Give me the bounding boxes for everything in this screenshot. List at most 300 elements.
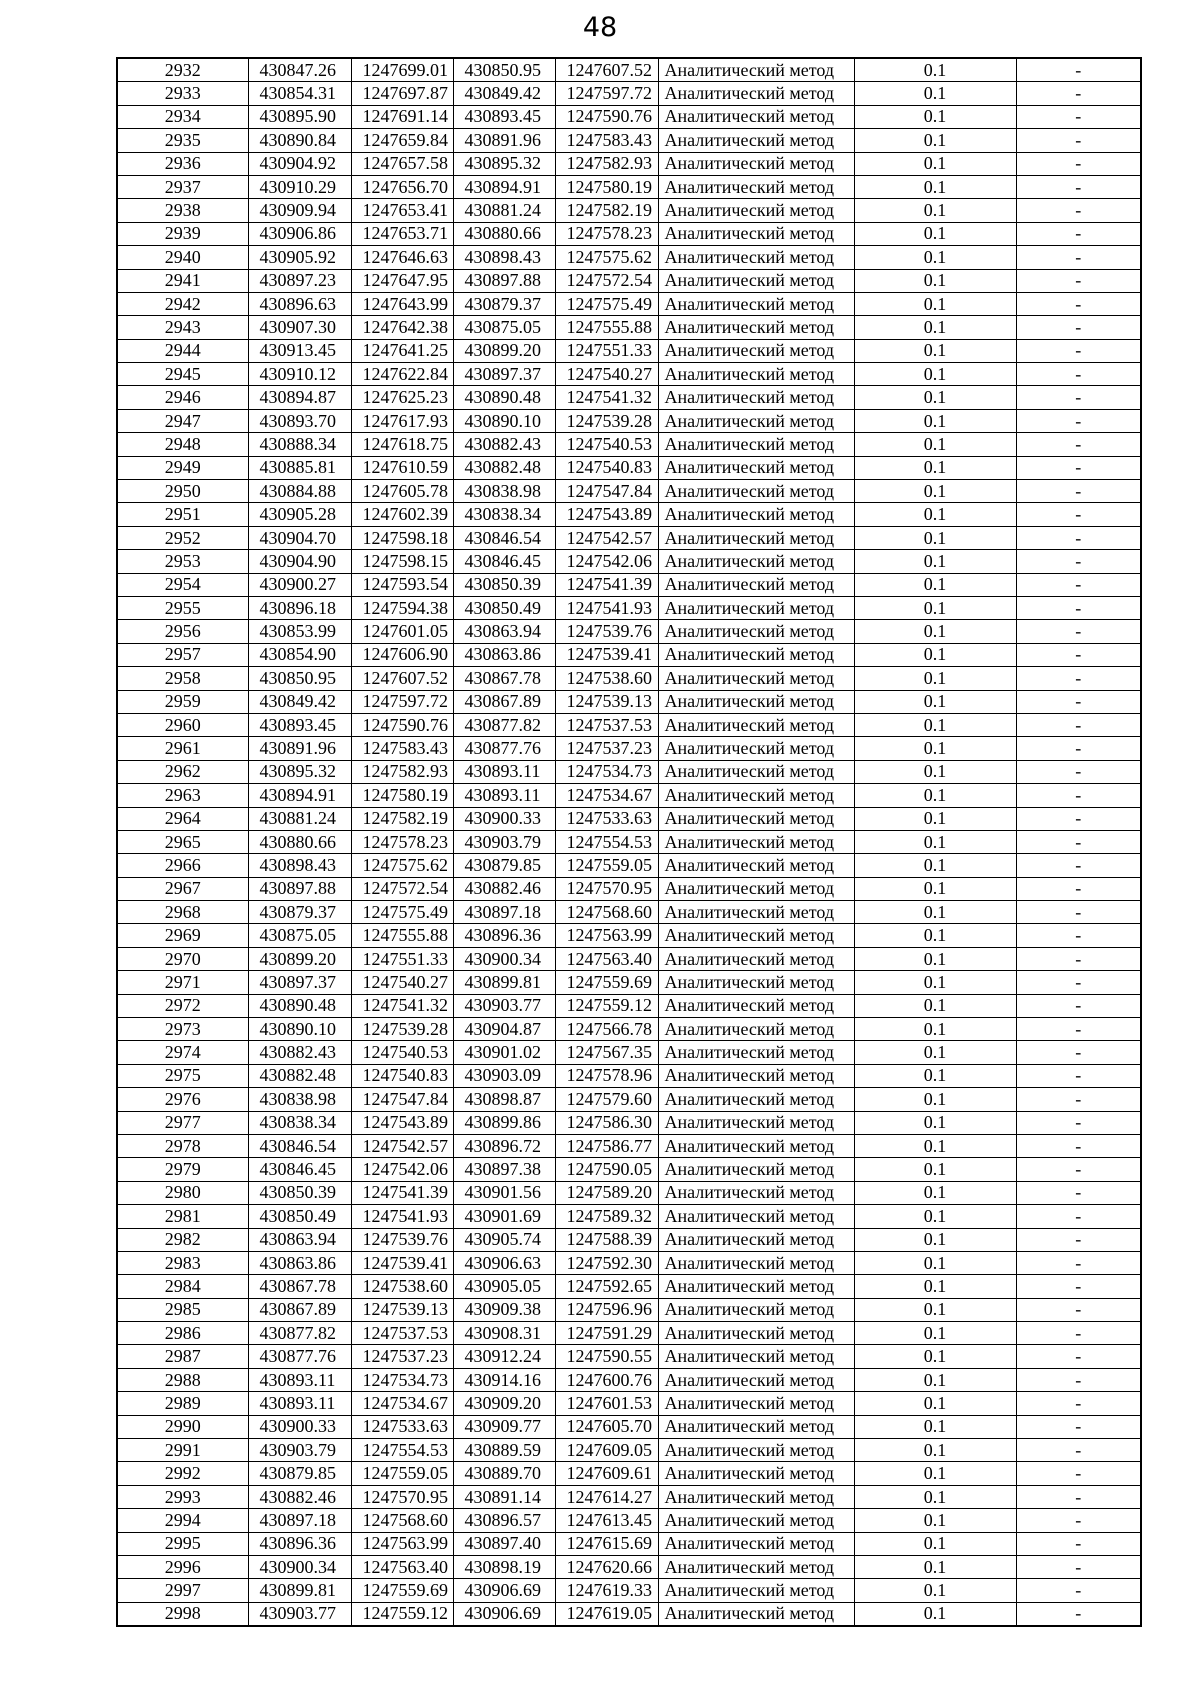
y1-cell: 1247641.25 bbox=[351, 339, 453, 362]
note-cell: - bbox=[1016, 1041, 1141, 1064]
y2-cell: 1247554.53 bbox=[555, 830, 658, 853]
accuracy-cell: 0.1 bbox=[854, 1018, 1016, 1041]
y1-cell: 1247568.60 bbox=[351, 1509, 453, 1532]
x1-cell: 430867.78 bbox=[248, 1275, 351, 1298]
y2-cell: 1247537.53 bbox=[555, 713, 658, 736]
note-cell: - bbox=[1016, 947, 1141, 970]
y2-cell: 1247538.60 bbox=[555, 667, 658, 690]
accuracy-cell: 0.1 bbox=[854, 129, 1016, 152]
x1-cell: 430853.99 bbox=[248, 620, 351, 643]
note-cell: - bbox=[1016, 854, 1141, 877]
method-cell: Аналитический метод bbox=[658, 1041, 854, 1064]
accuracy-cell: 0.1 bbox=[854, 339, 1016, 362]
y1-cell: 1247547.84 bbox=[351, 1088, 453, 1111]
y2-cell: 1247533.63 bbox=[555, 807, 658, 830]
note-cell: - bbox=[1016, 222, 1141, 245]
y1-cell: 1247575.49 bbox=[351, 901, 453, 924]
note-cell: - bbox=[1016, 924, 1141, 947]
y1-cell: 1247570.95 bbox=[351, 1485, 453, 1508]
method-cell: Аналитический метод bbox=[658, 1602, 854, 1626]
table-row bbox=[117, 199, 1141, 222]
table-row bbox=[117, 596, 1141, 619]
y1-cell: 1247602.39 bbox=[351, 503, 453, 526]
table-row bbox=[117, 526, 1141, 549]
point-number-cell: 2992 bbox=[117, 1462, 248, 1485]
y1-cell: 1247534.73 bbox=[351, 1368, 453, 1391]
note-cell: - bbox=[1016, 105, 1141, 128]
x1-cell: 430910.12 bbox=[248, 363, 351, 386]
accuracy-cell: 0.1 bbox=[854, 82, 1016, 105]
accuracy-cell: 0.1 bbox=[854, 667, 1016, 690]
note-cell: - bbox=[1016, 901, 1141, 924]
y1-cell: 1247657.58 bbox=[351, 152, 453, 175]
note-cell: - bbox=[1016, 480, 1141, 503]
accuracy-cell: 0.1 bbox=[854, 105, 1016, 128]
table-row bbox=[117, 924, 1141, 947]
x1-cell: 430900.34 bbox=[248, 1556, 351, 1579]
note-cell: - bbox=[1016, 1415, 1141, 1438]
point-number-cell: 2985 bbox=[117, 1298, 248, 1321]
note-cell: - bbox=[1016, 82, 1141, 105]
accuracy-cell: 0.1 bbox=[854, 901, 1016, 924]
y1-cell: 1247554.53 bbox=[351, 1439, 453, 1462]
method-cell: Аналитический метод bbox=[658, 526, 854, 549]
note-cell: - bbox=[1016, 1158, 1141, 1181]
accuracy-cell: 0.1 bbox=[854, 643, 1016, 666]
y1-cell: 1247659.84 bbox=[351, 129, 453, 152]
accuracy-cell: 0.1 bbox=[854, 1439, 1016, 1462]
x1-cell: 430893.11 bbox=[248, 1368, 351, 1391]
y2-cell: 1247590.05 bbox=[555, 1158, 658, 1181]
coordinates-table-container bbox=[116, 57, 1142, 1627]
x2-cell: 430908.31 bbox=[453, 1322, 555, 1345]
accuracy-cell: 0.1 bbox=[854, 620, 1016, 643]
method-cell: Аналитический метод bbox=[658, 1064, 854, 1087]
accuracy-cell: 0.1 bbox=[854, 1041, 1016, 1064]
accuracy-cell: 0.1 bbox=[854, 1205, 1016, 1228]
accuracy-cell: 0.1 bbox=[854, 1509, 1016, 1532]
x2-cell: 430901.69 bbox=[453, 1205, 555, 1228]
point-number-cell: 2965 bbox=[117, 830, 248, 853]
table-row bbox=[117, 456, 1141, 479]
note-cell: - bbox=[1016, 503, 1141, 526]
table-row bbox=[117, 1158, 1141, 1181]
table-row bbox=[117, 1392, 1141, 1415]
y1-cell: 1247643.99 bbox=[351, 292, 453, 315]
point-number-cell: 2987 bbox=[117, 1345, 248, 1368]
x1-cell: 430897.37 bbox=[248, 971, 351, 994]
x1-cell: 430891.96 bbox=[248, 737, 351, 760]
method-cell: Аналитический метод bbox=[658, 1322, 854, 1345]
x2-cell: 430903.79 bbox=[453, 830, 555, 853]
x1-cell: 430895.90 bbox=[248, 105, 351, 128]
point-number-cell: 2946 bbox=[117, 386, 248, 409]
y1-cell: 1247597.72 bbox=[351, 690, 453, 713]
table-row bbox=[117, 1298, 1141, 1321]
table-row bbox=[117, 152, 1141, 175]
x1-cell: 430880.66 bbox=[248, 830, 351, 853]
note-cell: - bbox=[1016, 433, 1141, 456]
x2-cell: 430898.19 bbox=[453, 1556, 555, 1579]
x1-cell: 430903.77 bbox=[248, 1602, 351, 1626]
accuracy-cell: 0.1 bbox=[854, 1602, 1016, 1626]
method-cell: Аналитический метод bbox=[658, 713, 854, 736]
accuracy-cell: 0.1 bbox=[854, 830, 1016, 853]
y2-cell: 1247590.76 bbox=[555, 105, 658, 128]
note-cell: - bbox=[1016, 667, 1141, 690]
table-row bbox=[117, 1532, 1141, 1555]
x1-cell: 430877.76 bbox=[248, 1345, 351, 1368]
y2-cell: 1247591.29 bbox=[555, 1322, 658, 1345]
method-cell: Аналитический метод bbox=[658, 1579, 854, 1602]
y1-cell: 1247559.05 bbox=[351, 1462, 453, 1485]
point-number-cell: 2991 bbox=[117, 1439, 248, 1462]
y1-cell: 1247540.53 bbox=[351, 1041, 453, 1064]
y2-cell: 1247539.13 bbox=[555, 690, 658, 713]
accuracy-cell: 0.1 bbox=[854, 1322, 1016, 1345]
y2-cell: 1247540.53 bbox=[555, 433, 658, 456]
y1-cell: 1247653.41 bbox=[351, 199, 453, 222]
y2-cell: 1247579.60 bbox=[555, 1088, 658, 1111]
y1-cell: 1247539.28 bbox=[351, 1018, 453, 1041]
note-cell: - bbox=[1016, 713, 1141, 736]
table-row bbox=[117, 1275, 1141, 1298]
x1-cell: 430890.84 bbox=[248, 129, 351, 152]
point-number-cell: 2943 bbox=[117, 316, 248, 339]
x2-cell: 430903.09 bbox=[453, 1064, 555, 1087]
y1-cell: 1247551.33 bbox=[351, 947, 453, 970]
note-cell: - bbox=[1016, 1064, 1141, 1087]
table-row bbox=[117, 339, 1141, 362]
y1-cell: 1247539.13 bbox=[351, 1298, 453, 1321]
x2-cell: 430875.05 bbox=[453, 316, 555, 339]
x2-cell: 430897.88 bbox=[453, 269, 555, 292]
x2-cell: 430901.56 bbox=[453, 1181, 555, 1204]
point-number-cell: 2986 bbox=[117, 1322, 248, 1345]
note-cell: - bbox=[1016, 386, 1141, 409]
note-cell: - bbox=[1016, 807, 1141, 830]
x2-cell: 430838.34 bbox=[453, 503, 555, 526]
table-row bbox=[117, 971, 1141, 994]
x2-cell: 430897.40 bbox=[453, 1532, 555, 1555]
accuracy-cell: 0.1 bbox=[854, 58, 1016, 82]
accuracy-cell: 0.1 bbox=[854, 1532, 1016, 1555]
y1-cell: 1247606.90 bbox=[351, 643, 453, 666]
x1-cell: 430913.45 bbox=[248, 339, 351, 362]
point-number-cell: 2980 bbox=[117, 1181, 248, 1204]
table-row bbox=[117, 1368, 1141, 1391]
table-row bbox=[117, 480, 1141, 503]
coordinates-table bbox=[116, 57, 1142, 1627]
y1-cell: 1247542.57 bbox=[351, 1134, 453, 1157]
note-cell: - bbox=[1016, 994, 1141, 1017]
x2-cell: 430897.18 bbox=[453, 901, 555, 924]
y2-cell: 1247540.27 bbox=[555, 363, 658, 386]
y2-cell: 1247540.83 bbox=[555, 456, 658, 479]
accuracy-cell: 0.1 bbox=[854, 480, 1016, 503]
y1-cell: 1247691.14 bbox=[351, 105, 453, 128]
table-row bbox=[117, 58, 1141, 82]
method-cell: Аналитический метод bbox=[658, 1439, 854, 1462]
note-cell: - bbox=[1016, 1088, 1141, 1111]
y1-cell: 1247572.54 bbox=[351, 877, 453, 900]
note-cell: - bbox=[1016, 1485, 1141, 1508]
y1-cell: 1247656.70 bbox=[351, 175, 453, 198]
note-cell: - bbox=[1016, 1602, 1141, 1626]
y1-cell: 1247601.05 bbox=[351, 620, 453, 643]
x2-cell: 430899.86 bbox=[453, 1111, 555, 1134]
point-number-cell: 2945 bbox=[117, 363, 248, 386]
x1-cell: 430896.18 bbox=[248, 596, 351, 619]
accuracy-cell: 0.1 bbox=[854, 526, 1016, 549]
x2-cell: 430891.96 bbox=[453, 129, 555, 152]
accuracy-cell: 0.1 bbox=[854, 1088, 1016, 1111]
method-cell: Аналитический метод bbox=[658, 596, 854, 619]
x2-cell: 430900.33 bbox=[453, 807, 555, 830]
point-number-cell: 2974 bbox=[117, 1041, 248, 1064]
y2-cell: 1247559.69 bbox=[555, 971, 658, 994]
point-number-cell: 2978 bbox=[117, 1134, 248, 1157]
accuracy-cell: 0.1 bbox=[854, 1415, 1016, 1438]
accuracy-cell: 0.1 bbox=[854, 503, 1016, 526]
point-number-cell: 2997 bbox=[117, 1579, 248, 1602]
x1-cell: 430877.82 bbox=[248, 1322, 351, 1345]
x1-cell: 430863.94 bbox=[248, 1228, 351, 1251]
note-cell: - bbox=[1016, 760, 1141, 783]
x2-cell: 430897.38 bbox=[453, 1158, 555, 1181]
table-row bbox=[117, 1345, 1141, 1368]
x1-cell: 430894.87 bbox=[248, 386, 351, 409]
accuracy-cell: 0.1 bbox=[854, 1345, 1016, 1368]
point-number-cell: 2983 bbox=[117, 1251, 248, 1274]
method-cell: Аналитический метод bbox=[658, 1228, 854, 1251]
y2-cell: 1247543.89 bbox=[555, 503, 658, 526]
y2-cell: 1247563.40 bbox=[555, 947, 658, 970]
x2-cell: 430912.24 bbox=[453, 1345, 555, 1368]
x1-cell: 430893.70 bbox=[248, 409, 351, 432]
method-cell: Аналитический метод bbox=[658, 877, 854, 900]
accuracy-cell: 0.1 bbox=[854, 199, 1016, 222]
x2-cell: 430879.85 bbox=[453, 854, 555, 877]
accuracy-cell: 0.1 bbox=[854, 152, 1016, 175]
table-row bbox=[117, 830, 1141, 853]
x1-cell: 430884.88 bbox=[248, 480, 351, 503]
y1-cell: 1247607.52 bbox=[351, 667, 453, 690]
y1-cell: 1247653.71 bbox=[351, 222, 453, 245]
x1-cell: 430905.28 bbox=[248, 503, 351, 526]
point-number-cell: 2981 bbox=[117, 1205, 248, 1228]
y1-cell: 1247593.54 bbox=[351, 573, 453, 596]
y1-cell: 1247538.60 bbox=[351, 1275, 453, 1298]
note-cell: - bbox=[1016, 784, 1141, 807]
note-cell: - bbox=[1016, 1532, 1141, 1555]
x2-cell: 430905.74 bbox=[453, 1228, 555, 1251]
accuracy-cell: 0.1 bbox=[854, 1064, 1016, 1087]
accuracy-cell: 0.1 bbox=[854, 1485, 1016, 1508]
point-number-cell: 2982 bbox=[117, 1228, 248, 1251]
point-number-cell: 2956 bbox=[117, 620, 248, 643]
method-cell: Аналитический метод bbox=[658, 573, 854, 596]
table-row bbox=[117, 386, 1141, 409]
method-cell: Аналитический метод bbox=[658, 1462, 854, 1485]
table-row bbox=[117, 1556, 1141, 1579]
x2-cell: 430906.69 bbox=[453, 1579, 555, 1602]
method-cell: Аналитический метод bbox=[658, 105, 854, 128]
y1-cell: 1247559.69 bbox=[351, 1579, 453, 1602]
y1-cell: 1247625.23 bbox=[351, 386, 453, 409]
note-cell: - bbox=[1016, 1251, 1141, 1274]
table-row bbox=[117, 1415, 1141, 1438]
y1-cell: 1247534.67 bbox=[351, 1392, 453, 1415]
point-number-cell: 2998 bbox=[117, 1602, 248, 1626]
x2-cell: 430895.32 bbox=[453, 152, 555, 175]
x2-cell: 430882.48 bbox=[453, 456, 555, 479]
x2-cell: 430846.45 bbox=[453, 550, 555, 573]
x2-cell: 430906.63 bbox=[453, 1251, 555, 1274]
y2-cell: 1247539.76 bbox=[555, 620, 658, 643]
x2-cell: 430903.77 bbox=[453, 994, 555, 1017]
x1-cell: 430910.29 bbox=[248, 175, 351, 198]
point-number-cell: 2970 bbox=[117, 947, 248, 970]
table-row bbox=[117, 1181, 1141, 1204]
x2-cell: 430850.39 bbox=[453, 573, 555, 596]
method-cell: Аналитический метод bbox=[658, 456, 854, 479]
method-cell: Аналитический метод bbox=[658, 854, 854, 877]
y1-cell: 1247541.32 bbox=[351, 994, 453, 1017]
y2-cell: 1247541.39 bbox=[555, 573, 658, 596]
point-number-cell: 2968 bbox=[117, 901, 248, 924]
y2-cell: 1247547.84 bbox=[555, 480, 658, 503]
y1-cell: 1247543.89 bbox=[351, 1111, 453, 1134]
x2-cell: 430867.89 bbox=[453, 690, 555, 713]
point-number-cell: 2934 bbox=[117, 105, 248, 128]
x2-cell: 430899.81 bbox=[453, 971, 555, 994]
x2-cell: 430914.16 bbox=[453, 1368, 555, 1391]
x1-cell: 430898.43 bbox=[248, 854, 351, 877]
table-row bbox=[117, 409, 1141, 432]
method-cell: Аналитический метод bbox=[658, 503, 854, 526]
y1-cell: 1247580.19 bbox=[351, 784, 453, 807]
table-row bbox=[117, 573, 1141, 596]
y2-cell: 1247542.06 bbox=[555, 550, 658, 573]
x2-cell: 430899.20 bbox=[453, 339, 555, 362]
method-cell: Аналитический метод bbox=[658, 924, 854, 947]
x2-cell: 430867.78 bbox=[453, 667, 555, 690]
method-cell: Аналитический метод bbox=[658, 1111, 854, 1134]
accuracy-cell: 0.1 bbox=[854, 1579, 1016, 1602]
point-number-cell: 2960 bbox=[117, 713, 248, 736]
point-number-cell: 2944 bbox=[117, 339, 248, 362]
note-cell: - bbox=[1016, 409, 1141, 432]
y2-cell: 1247570.95 bbox=[555, 877, 658, 900]
x2-cell: 430897.37 bbox=[453, 363, 555, 386]
y1-cell: 1247583.43 bbox=[351, 737, 453, 760]
y1-cell: 1247533.63 bbox=[351, 1415, 453, 1438]
accuracy-cell: 0.1 bbox=[854, 971, 1016, 994]
point-number-cell: 2932 bbox=[117, 58, 248, 82]
table-row bbox=[117, 1088, 1141, 1111]
point-number-cell: 2988 bbox=[117, 1368, 248, 1391]
x1-cell: 430897.18 bbox=[248, 1509, 351, 1532]
y2-cell: 1247620.66 bbox=[555, 1556, 658, 1579]
accuracy-cell: 0.1 bbox=[854, 713, 1016, 736]
table-row bbox=[117, 784, 1141, 807]
x2-cell: 430882.46 bbox=[453, 877, 555, 900]
note-cell: - bbox=[1016, 152, 1141, 175]
accuracy-cell: 0.1 bbox=[854, 596, 1016, 619]
y2-cell: 1247592.30 bbox=[555, 1251, 658, 1274]
point-number-cell: 2973 bbox=[117, 1018, 248, 1041]
x1-cell: 430854.31 bbox=[248, 82, 351, 105]
x2-cell: 430896.57 bbox=[453, 1509, 555, 1532]
table-row bbox=[117, 690, 1141, 713]
point-number-cell: 2958 bbox=[117, 667, 248, 690]
x1-cell: 430899.20 bbox=[248, 947, 351, 970]
x2-cell: 430898.87 bbox=[453, 1088, 555, 1111]
method-cell: Аналитический метод bbox=[658, 760, 854, 783]
note-cell: - bbox=[1016, 1322, 1141, 1345]
x1-cell: 430904.90 bbox=[248, 550, 351, 573]
note-cell: - bbox=[1016, 643, 1141, 666]
y2-cell: 1247572.54 bbox=[555, 269, 658, 292]
note-cell: - bbox=[1016, 830, 1141, 853]
accuracy-cell: 0.1 bbox=[854, 269, 1016, 292]
accuracy-cell: 0.1 bbox=[854, 760, 1016, 783]
table-row bbox=[117, 433, 1141, 456]
x2-cell: 430879.37 bbox=[453, 292, 555, 315]
table-row bbox=[117, 82, 1141, 105]
x1-cell: 430897.88 bbox=[248, 877, 351, 900]
y1-cell: 1247539.76 bbox=[351, 1228, 453, 1251]
method-cell: Аналитический метод bbox=[658, 175, 854, 198]
method-cell: Аналитический метод bbox=[658, 807, 854, 830]
x1-cell: 430850.49 bbox=[248, 1205, 351, 1228]
y2-cell: 1247582.93 bbox=[555, 152, 658, 175]
point-number-cell: 2933 bbox=[117, 82, 248, 105]
note-cell: - bbox=[1016, 246, 1141, 269]
x1-cell: 430904.70 bbox=[248, 526, 351, 549]
point-number-cell: 2947 bbox=[117, 409, 248, 432]
x1-cell: 430847.26 bbox=[248, 58, 351, 82]
accuracy-cell: 0.1 bbox=[854, 1556, 1016, 1579]
y2-cell: 1247589.32 bbox=[555, 1205, 658, 1228]
y1-cell: 1247582.93 bbox=[351, 760, 453, 783]
y1-cell: 1247578.23 bbox=[351, 830, 453, 853]
accuracy-cell: 0.1 bbox=[854, 292, 1016, 315]
point-number-cell: 2979 bbox=[117, 1158, 248, 1181]
table-row bbox=[117, 363, 1141, 386]
method-cell: Аналитический метод bbox=[658, 1368, 854, 1391]
note-cell: - bbox=[1016, 1439, 1141, 1462]
point-number-cell: 2964 bbox=[117, 807, 248, 830]
accuracy-cell: 0.1 bbox=[854, 246, 1016, 269]
note-cell: - bbox=[1016, 175, 1141, 198]
table-row bbox=[117, 667, 1141, 690]
y2-cell: 1247589.20 bbox=[555, 1181, 658, 1204]
x2-cell: 430850.95 bbox=[453, 58, 555, 82]
method-cell: Аналитический метод bbox=[658, 994, 854, 1017]
method-cell: Аналитический метод bbox=[658, 1298, 854, 1321]
accuracy-cell: 0.1 bbox=[854, 1228, 1016, 1251]
table-row bbox=[117, 1064, 1141, 1087]
accuracy-cell: 0.1 bbox=[854, 222, 1016, 245]
y2-cell: 1247619.05 bbox=[555, 1602, 658, 1626]
y2-cell: 1247563.99 bbox=[555, 924, 658, 947]
table-row bbox=[117, 1205, 1141, 1228]
x2-cell: 430893.45 bbox=[453, 105, 555, 128]
y2-cell: 1247559.12 bbox=[555, 994, 658, 1017]
y2-cell: 1247613.45 bbox=[555, 1509, 658, 1532]
